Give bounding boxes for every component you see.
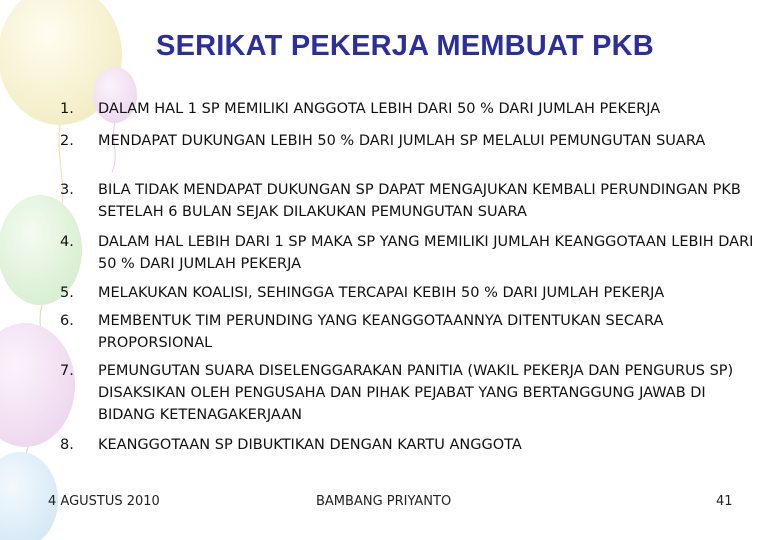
page-number: 41	[716, 494, 733, 509]
list-item-text: MEMBENTUK TIM PERUNDING YANG KEANGGOTAANNYA DITENTUKAN SECARA PROPORSIONAL	[98, 313, 664, 351]
list-item-number: 1.	[60, 101, 74, 117]
list-item-text: PEMUNGUTAN SUARA DISELENGGARAKAN PANITIA (WAKIL PEKERJA DAN PENGURUS SP) DISAKSIKAN OLEH PENGUSAHA DAN PIHAK PEJABAT YANG BERTANGGUNG JAWAB DI BIDANG KETENAGAKERJAAN	[98, 363, 734, 423]
footer-author: BAMBANG PRIYANTO	[316, 494, 452, 509]
list-item-number: 6.	[60, 313, 74, 329]
list-item-text: MENDAPAT DUKUNGAN LEBIH 50 % DARI JUMLAH SP MELALUI PEMUNGUTAN SUARA	[98, 133, 706, 149]
slide-title: SERIKAT PEKERJA MEMBUAT PKB	[156, 30, 654, 62]
list-item-text: DALAM HAL LEBIH DARI 1 SP MAKA SP YANG MEMILIKI JUMLAH KEANGGOTAAN LEBIH DARI 50 % DARI JUMLAH PEKERJA	[98, 234, 754, 272]
list-item-number: 3.	[60, 182, 74, 198]
list-item-number: 2.	[60, 133, 74, 149]
list-item-number: 7.	[60, 363, 74, 379]
list-item-number: 4.	[60, 234, 74, 250]
list-item-text: KEANGGOTAAN SP DIBUKTIKAN DENGAN KARTU ANGGOTA	[98, 437, 522, 453]
footer-date: 4 AGUSTUS 2010	[48, 494, 160, 509]
list-item-text: MELAKUKAN KOALISI, SEHINGGA TERCAPAI KEBIH 50 % DARI JUMLAH PEKERJA	[98, 285, 665, 301]
list-item-text: BILA TIDAK MENDAPAT DUKUNGAN SP DAPAT MENGAJUKAN KEMBALI PERUNDINGAN PKB SETELAH 6 BULAN SEJAK DILAKUKAN PEMUNGUTAN SUARA	[98, 182, 741, 220]
list-item-number: 5.	[60, 285, 74, 301]
list-item-number: 8.	[60, 437, 74, 453]
list-item-text: DALAM HAL 1 SP MEMILIKI ANGGOTA LEBIH DARI 50 % DARI JUMLAH PEKERJA	[98, 101, 661, 117]
